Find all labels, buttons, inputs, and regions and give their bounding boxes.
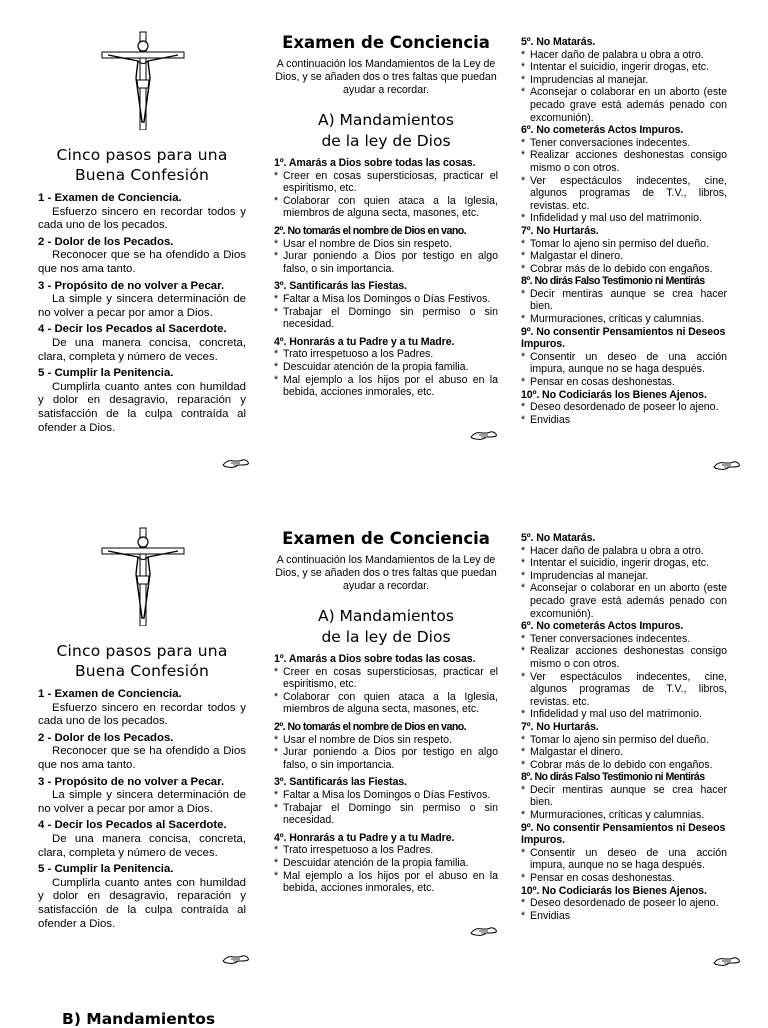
- fault-item: * Jurar poniendo a Dios por testigo en algo falso, o sin importancia.: [274, 746, 498, 771]
- commandment-list: [274, 653, 498, 900]
- fault-item: * Cobrar más de lo debido con engaños.: [521, 759, 727, 772]
- section-subtitle: [274, 110, 498, 152]
- fault-item: * Usar el nombre de Dios sin respeto.: [274, 238, 498, 251]
- step-heading: 3 - Propósito de no volver a Pecar.: [38, 279, 225, 292]
- fault-item: * Creer en cosas supersticiosas, practicar el espiritismo, etc.: [274, 170, 498, 195]
- commandment-heading: 1º. Amarás a Dios sobre todas las cosas.: [274, 653, 476, 665]
- fault-item: * Trato irrespetuoso a los Padres.: [274, 844, 498, 857]
- commandment: [521, 620, 727, 721]
- subtitle-line2: de la ley de Dios: [321, 132, 451, 150]
- fault-item: * Deseo desordenado de poseer lo ajeno.: [521, 401, 727, 414]
- commandment-heading: 6º. No cometerás Actos Impuros.: [521, 620, 684, 633]
- next-section-heading: B) Mandamientos: [62, 1010, 216, 1028]
- commandment: [274, 653, 498, 716]
- commandment: [521, 389, 727, 427]
- fault-item: * Descuidar atención de la propia familia.: [274, 361, 498, 374]
- step-text: La simple y sincera determinación de no volver a pecar por amor a Dios.: [38, 293, 246, 319]
- commandment-heading: 1º. Amarás a Dios sobre todas las cosas.: [274, 157, 476, 169]
- intro-text: A continuación los Mandamientos de la Ley de Dios, y se añaden dos o tres faltas que puedan ayudar a recordar.: [275, 58, 497, 96]
- steps-list: [38, 192, 246, 438]
- step-text: Reconocer que se ha ofendido a Dios que nos ama tanto.: [38, 745, 246, 771]
- commandments-column: [521, 496, 727, 976]
- commandment-heading: 8º. No dirás Falso Testimonio ni Mentirás: [521, 771, 705, 784]
- step-heading: 3 - Propósito de no volver a Pecar.: [38, 775, 225, 788]
- fault-item: * Realizar acciones deshonestas consigo mismo o con otros.: [521, 645, 727, 670]
- steps-title: [38, 641, 246, 681]
- subtitle-line1: A) Mandamientos: [317, 607, 454, 625]
- commandment-heading: 5º. No Matarás.: [521, 532, 596, 544]
- commandment-heading: 9º. No consentir Pensamientos ni Deseos Impuros.: [521, 821, 726, 847]
- fault-item: * Imprudencias al manejar.: [521, 74, 727, 87]
- step-heading: 4 - Decir los Pecados al Sacerdote.: [38, 323, 227, 336]
- step-item: [38, 236, 246, 277]
- commandment: [274, 280, 498, 330]
- commandment: [521, 124, 727, 225]
- fault-item: * Creer en cosas supersticiosas, practicar el espiritismo, etc.: [274, 666, 498, 691]
- commandment: [521, 822, 727, 885]
- commandment-heading: 10º. No Codiciarás los Bienes Ajenos.: [521, 884, 707, 897]
- step-heading: 2 - Dolor de los Pecados.: [38, 731, 174, 744]
- commandment: [521, 225, 727, 275]
- commandment: [521, 532, 727, 620]
- commandment-heading: 2º. No tomarás el nombre de Dios en vano.: [274, 720, 467, 733]
- commandment: [521, 885, 727, 923]
- step-text: La simple y sincera determinación de no volver a pecar por amor a Dios.: [38, 789, 246, 815]
- fault-item: * Tener conversaciones indecentes.: [521, 137, 727, 150]
- step-item: [38, 192, 246, 233]
- tri-panel-2: [0, 496, 768, 976]
- step-heading: 5 - Cumplir la Penitencia.: [38, 367, 174, 380]
- commandment: [274, 721, 498, 771]
- commandment: [274, 157, 498, 220]
- step-item: [38, 688, 246, 729]
- commandment-heading: 2º. No tomarás el nombre de Dios en vano.: [274, 224, 467, 237]
- exam-column: [274, 496, 498, 976]
- commandment-heading: 5º. No Matarás.: [521, 36, 596, 48]
- fault-item: * Mal ejemplo a los hijos por el abuso en la bebida, acciones inmorales, etc.: [274, 870, 498, 895]
- exam-column: [274, 0, 498, 480]
- fault-item: * Aconsejar o colaborar en un aborto (este pecado grave está además penado con excomunión).: [521, 582, 727, 620]
- fault-item: * Consentir un deseo de una acción impura, aunque no se haga después.: [521, 847, 727, 872]
- commandment-heading: 8º. No dirás Falso Testimonio ni Mentirás: [521, 275, 705, 288]
- steps-title-line1: Cinco pasos para una: [56, 146, 228, 164]
- commandment-list: [521, 36, 727, 426]
- commandment-list: [521, 532, 727, 922]
- pointing-hand-icon: [222, 952, 250, 966]
- crucifix-icon: [98, 30, 188, 135]
- pointing-hand-icon: [470, 924, 498, 938]
- step-text: Esfuerzo sincero en recordar todos y cada uno de los pecados.: [38, 205, 246, 232]
- fault-item: * Faltar a Misa los Domingos o Días Festivos.: [274, 293, 498, 306]
- step-item: [38, 776, 246, 817]
- pointing-hand-icon: [222, 456, 250, 470]
- steps-list: [38, 688, 246, 934]
- steps-title-line2: Buena Confesión: [74, 166, 210, 184]
- steps-column: [38, 496, 246, 976]
- fault-item: * Consentir un deseo de una acción impura, aunque no se haga después.: [521, 351, 727, 376]
- fault-item: * Envidias: [521, 910, 727, 923]
- commandment: [521, 326, 727, 389]
- fault-item: * Infidelidad y mal uso del matrimonio.: [521, 212, 727, 225]
- step-text: Reconocer que se ha ofendido a Dios que nos ama tanto.: [38, 249, 246, 275]
- fault-item: * Deseo desordenado de poseer lo ajeno.: [521, 897, 727, 910]
- fault-item: * Decir mentiras aunque se crea hacer bien.: [521, 784, 727, 809]
- step-heading: 1 - Examen de Conciencia.: [38, 688, 182, 700]
- step-heading: 2 - Dolor de los Pecados.: [38, 235, 174, 248]
- tri-panel-1: [0, 0, 768, 480]
- commandment: [521, 275, 727, 325]
- pointing-hand-icon: [470, 428, 498, 442]
- commandment-list: [274, 157, 498, 404]
- step-text: Cumplirla cuanto antes con humildad y dolor en desagravio, reparación y satisfacción de la culpa contraída al ofender a Dios.: [38, 876, 246, 930]
- commandment-heading: 3º. Santificarás las Fiestas.: [274, 280, 407, 293]
- step-text: De una manera concisa, concreta, clara, completa y número de veces.: [38, 832, 246, 859]
- steps-title: [38, 145, 246, 185]
- commandment: [274, 336, 498, 399]
- step-text: Esfuerzo sincero en recordar todos y cada uno de los pecados.: [38, 701, 246, 728]
- fault-item: * Colaborar con quien ataca a la Iglesia, miembros de alguna secta, masones, etc.: [274, 691, 498, 716]
- document-title: Examen de Conciencia: [282, 33, 490, 52]
- fault-item: * Intentar el suicidio, ingerir drogas, etc.: [521, 61, 727, 74]
- step-item: [38, 819, 246, 860]
- step-text: De una manera concisa, concreta, clara, completa y número de veces.: [38, 336, 246, 363]
- fault-item: * Mal ejemplo a los hijos por el abuso en la bebida, acciones inmorales, etc.: [274, 374, 498, 399]
- steps-title-line1: Cinco pasos para una: [56, 642, 228, 660]
- pointing-hand-icon: [713, 458, 741, 472]
- fault-item: * Faltar a Misa los Domingos o Días Festivos.: [274, 789, 498, 802]
- fault-item: * Aconsejar o colaborar en un aborto (este pecado grave está además penado con excomunión).: [521, 86, 727, 124]
- fault-item: * Tener conversaciones indecentes.: [521, 633, 727, 646]
- fault-item: * Infidelidad y mal uso del matrimonio.: [521, 708, 727, 721]
- section-subtitle: [274, 606, 498, 648]
- subtitle-line1: A) Mandamientos: [317, 111, 454, 129]
- commandment-heading: 7º. No Hurtarás.: [521, 224, 599, 237]
- steps-column: [38, 0, 246, 480]
- commandment-heading: 6º. No cometerás Actos Impuros.: [521, 124, 684, 137]
- step-item: [38, 367, 246, 435]
- step-item: [38, 732, 246, 773]
- fault-item: * Decir mentiras aunque se crea hacer bien.: [521, 288, 727, 313]
- fault-item: * Murmuraciones, críticas y calumnias.: [521, 809, 727, 822]
- fault-item: * Trato irrespetuoso a los Padres.: [274, 348, 498, 361]
- step-item: [38, 280, 246, 321]
- step-item: [38, 863, 246, 931]
- fault-item: * Hacer daño de palabra u obra a otro.: [521, 49, 727, 62]
- fault-item: * Usar el nombre de Dios sin respeto.: [274, 734, 498, 747]
- pointing-hand-icon: [713, 954, 741, 968]
- document-title: Examen de Conciencia: [282, 529, 490, 548]
- fault-item: * Jurar poniendo a Dios por testigo en algo falso, o sin importancia.: [274, 250, 498, 275]
- fault-item: * Tomar lo ajeno sin permiso del dueño.: [521, 734, 727, 747]
- commandment-heading: 4º. Honrarás a tu Padre y a tu Madre.: [274, 831, 455, 844]
- fault-item: * Cobrar más de lo debido con engaños.: [521, 263, 727, 276]
- fault-item: * Ver espectáculos indecentes, cine, algunos programas de T.V., libros, revistas. etc.: [521, 671, 727, 709]
- fault-item: * Trabajar el Domingo sin permiso o sin necesidad.: [274, 802, 498, 827]
- commandment-heading: 7º. No Hurtarás.: [521, 720, 599, 733]
- fault-item: * Colaborar con quien ataca a la Iglesia, miembros de alguna secta, masones, etc.: [274, 195, 498, 220]
- commandment: [521, 36, 727, 124]
- commandment-heading: 9º. No consentir Pensamientos ni Deseos Impuros.: [521, 325, 726, 351]
- commandment: [274, 225, 498, 275]
- commandment: [521, 721, 727, 771]
- steps-title-line2: Buena Confesión: [74, 662, 210, 680]
- step-heading: 5 - Cumplir la Penitencia.: [38, 863, 174, 876]
- fault-item: * Realizar acciones deshonestas consigo mismo o con otros.: [521, 149, 727, 174]
- fault-item: * Envidias: [521, 414, 727, 427]
- fault-item: * Ver espectáculos indecentes, cine, algunos programas de T.V., libros, revistas. etc.: [521, 175, 727, 213]
- fault-item: * Murmuraciones, críticas y calumnias.: [521, 313, 727, 326]
- fault-item: * Intentar el suicidio, ingerir drogas, etc.: [521, 557, 727, 570]
- fault-item: * Hacer daño de palabra u obra a otro.: [521, 545, 727, 558]
- commandment: [521, 771, 727, 821]
- step-item: [38, 323, 246, 364]
- step-heading: 1 - Examen de Conciencia.: [38, 192, 182, 204]
- commandment-heading: 10º. No Codiciarás los Bienes Ajenos.: [521, 388, 707, 401]
- commandment-heading: 4º. Honrarás a tu Padre y a tu Madre.: [274, 335, 455, 348]
- step-heading: 4 - Decir los Pecados al Sacerdote.: [38, 819, 227, 832]
- fault-item: * Malgastar el dinero.: [521, 746, 727, 759]
- commandment: [274, 832, 498, 895]
- crucifix-icon: [98, 526, 188, 631]
- step-text: Cumplirla cuanto antes con humildad y dolor en desagravio, reparación y satisfacción de la culpa contraída al ofender a Dios.: [38, 380, 246, 434]
- commandment: [274, 776, 498, 826]
- fault-item: * Trabajar el Domingo sin permiso o sin necesidad.: [274, 306, 498, 331]
- fault-item: * Tomar lo ajeno sin permiso del dueño.: [521, 238, 727, 251]
- commandments-column: [521, 0, 727, 480]
- fault-item: * Malgastar el dinero.: [521, 250, 727, 263]
- fault-item: * Pensar en cosas deshonestas.: [521, 376, 727, 389]
- subtitle-line2: de la ley de Dios: [321, 628, 451, 646]
- fault-item: * Descuidar atención de la propia familia.: [274, 857, 498, 870]
- fault-item: * Imprudencias al manejar.: [521, 570, 727, 583]
- commandment-heading: 3º. Santificarás las Fiestas.: [274, 776, 407, 789]
- fault-item: * Pensar en cosas deshonestas.: [521, 872, 727, 885]
- intro-text: A continuación los Mandamientos de la Ley de Dios, y se añaden dos o tres faltas que puedan ayudar a recordar.: [275, 554, 497, 592]
